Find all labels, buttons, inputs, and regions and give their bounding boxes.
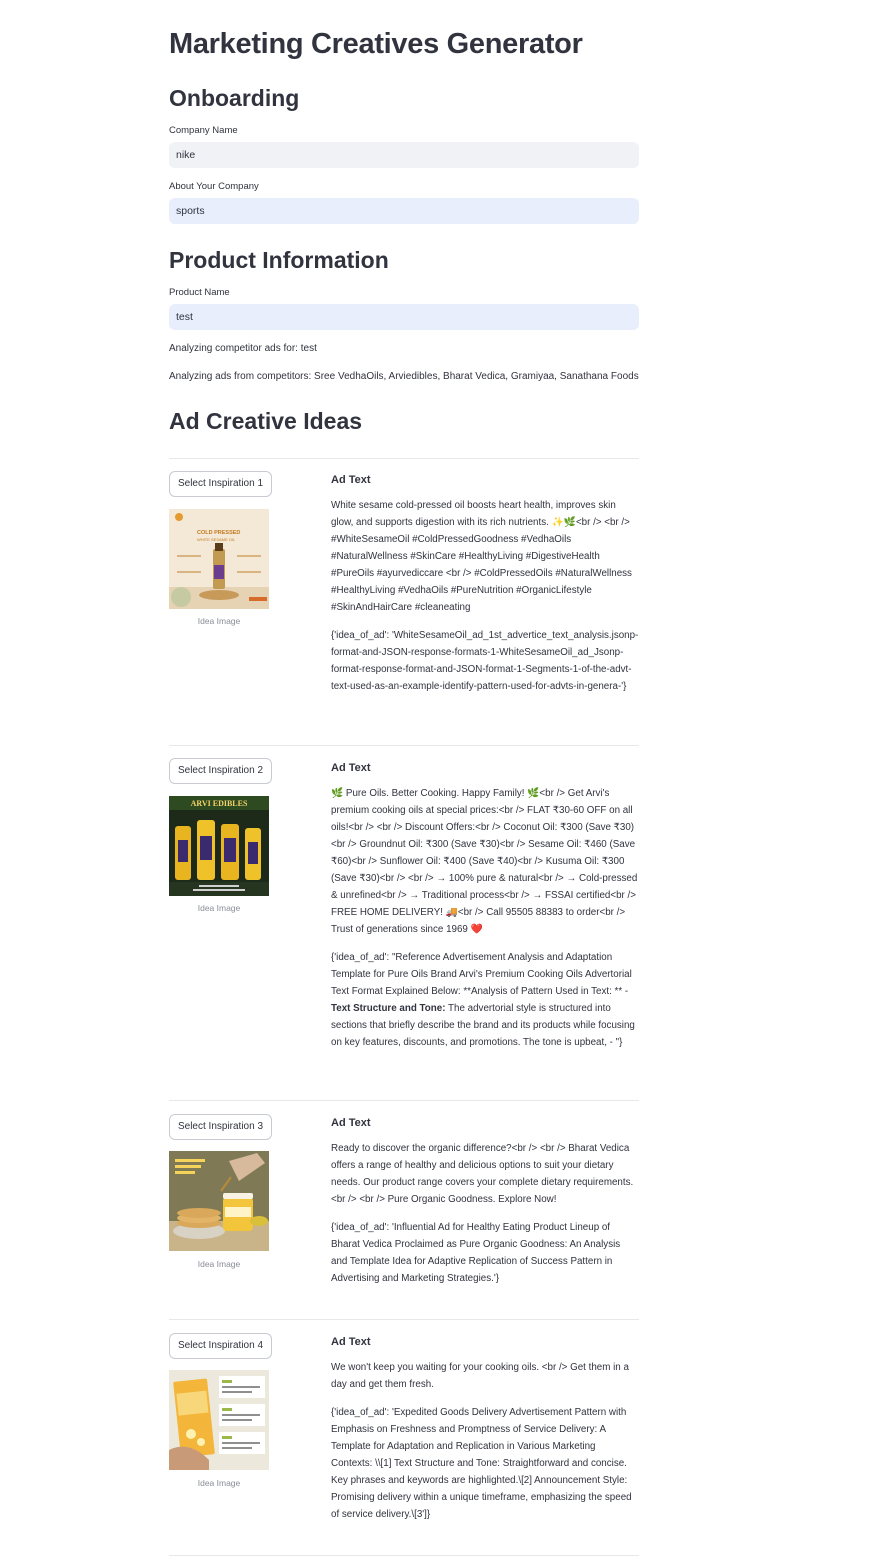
idea-image-4 [169, 1370, 269, 1470]
ad-text-1-body: White sesame cold-pressed oil boosts heart health, improves skin glow, and supports digestion with its rich nutrients. ✨🌿<br /> <br /> #WhiteSesameOil #ColdPressedGoodness #VedhaOils #NaturalWellness #SkinCare #HealthyLiving #DigestiveHealth #PureOils #ayurvediccare <br /> #ColdPressedOils #NaturalWellness #HealthyLiving #VedhaOils #PureNutrition #OrganicLifestyle #SkinAndHairCare #cleaneating [331, 500, 632, 613]
ad-text-3-body: Ready to discover the organic difference?<br /> <br /> Bharat Vedica offers a range of healthy and delicious options to suit your dietary needs. Our product range covers your complete dietary requirements.<br /> <br /> Pure Organic Goodness. Explore Now! [331, 1143, 634, 1205]
idea-image-3 [169, 1151, 269, 1251]
divider [169, 1319, 639, 1320]
analyzing-for-text: Analyzing competitor ads for: test [169, 343, 317, 354]
product-name-input[interactable]: test [169, 304, 639, 330]
onboarding-heading: Onboarding [169, 85, 300, 111]
ad-text-2-title: Ad Text [331, 762, 371, 774]
idea-image-1 [169, 509, 269, 609]
divider [169, 1555, 639, 1556]
select-inspiration-2-button[interactable]: Select Inspiration 2 [169, 758, 272, 784]
divider [169, 745, 639, 746]
thumb-1-title: COLD PRESSED [197, 530, 241, 536]
ad-idea-2-prefix: {'idea_of_ad': "Reference Advertisement Analysis and Adaptation Template for Pure Oils Brand Arvi's Premium Cooking Oils Advertorial Text Format Explained Below: **Analysis of Pattern Used in Text: ** - [331, 952, 632, 997]
idea-image-2-caption: Idea Image [197, 903, 241, 913]
idea-image-2 [169, 796, 269, 896]
ad-idea-2-bold: Text Structure and Tone: [331, 1003, 446, 1014]
ad-text-1-title: Ad Text [331, 474, 371, 486]
thumb-2-title: ARVI EDIBLES [190, 799, 248, 808]
company-name-label: Company Name [169, 125, 238, 136]
about-company-label: About Your Company [169, 181, 259, 192]
idea-image-4-caption: Idea Image [197, 1478, 241, 1488]
ad-text-2-body: 🌿 Pure Oils. Better Cooking. Happy Family! 🌿<br /> Get Arvi's premium cooking oils at special prices:<br /> FLAT ₹30-60 OFF on all oils!<br /> <br /> Discount Offers:<br /> Coconut Oil: ₹300 (Save ₹30)<br /> Groundnut Oil: ₹300 (Save ₹30)<br /> Sesame Oil: ₹460 (Save ₹60)<br /> Sunflower Oil: ₹400 (Save ₹40)<br /> Kusuma Oil: ₹300 (Save ₹30)<br /> <br /> → 100% pure & natural<br /> → Cold-pressed & unrefined<br /> → Traditional process<br /> → FSSAI certified<br /> FREE HOME DELIVERY! 🚚<br /> Call 95505 88383 to order<br /> Trust of generations since 1969 ❤️ [331, 788, 638, 935]
about-company-input[interactable]: sports [169, 198, 639, 224]
ad-idea-1: {'idea_of_ad': 'WhiteSesameOil_ad_1st_advertice_text_analysis.jsonp-format-and-JSON-response-formats-1-WhiteSesameOil_ad_Jsonp-format-response-format-and-JSON-format-1-Segments-1-of-the-advt-text-used-as-an-example-identify-pattern-used-for-advts-in-genera-'} [331, 630, 639, 692]
page-title: Marketing Creatives Generator [169, 28, 583, 60]
thumb-1-subtitle: WHITE SESAME OIL [197, 537, 236, 542]
select-inspiration-1-button[interactable]: Select Inspiration 1 [169, 471, 272, 497]
ad-idea-2 [331, 949, 639, 1051]
ad-idea-3: {'idea_of_ad': 'Influential Ad for Healthy Eating Product Lineup of Bharat Vedica Proclaimed as Pure Organic Goodness: An Analysis and Template Idea for Adaptive Replication of Success Pattern in Advertising and Marketing Strategies.'} [331, 1222, 621, 1284]
product-info-heading: Product Information [169, 247, 389, 273]
idea-image-3-caption: Idea Image [197, 1259, 241, 1269]
analyzing-competitors-text: Analyzing ads from competitors: Sree VedhaOils, Arviedibles, Bharat Vedica, Gramiyaa, Sanathana Foods [169, 371, 639, 382]
ad-idea-4: {'idea_of_ad': 'Expedited Goods Delivery Advertisement Pattern with Emphasis on Freshness and Promptness of Service Delivery: A Template for Adaptation and Replication in Various Marketing Contexts: \\[1] Text Structure and Tone: Straightforward and concise. Key phrases and keywords are highlighted.\[2] Announcement Style: Promising delivery within a unique timeframe, emphasizing the speed of service delivery.\[3']} [331, 1407, 632, 1520]
divider [169, 458, 639, 459]
ad-idea-2-suffix: The advertorial style is structured into sections that briefly describe the brand and its products while focusing on key features, discounts, and promotions. The tone is upbeat, - "} [331, 1003, 635, 1048]
ad-text-4-title: Ad Text [331, 1336, 371, 1348]
ad-text-4-body: We won't keep you waiting for your cooking oils. <br /> Get them in a day and get them fresh. [331, 1362, 629, 1390]
ad-text-3-title: Ad Text [331, 1117, 371, 1129]
ad-ideas-heading: Ad Creative Ideas [169, 408, 363, 434]
select-inspiration-3-button[interactable]: Select Inspiration 3 [169, 1114, 272, 1140]
select-inspiration-4-button[interactable]: Select Inspiration 4 [169, 1333, 272, 1359]
divider [169, 1100, 639, 1101]
company-name-input[interactable]: nike [169, 142, 639, 168]
idea-image-1-caption: Idea Image [197, 616, 241, 626]
product-name-label: Product Name [169, 287, 230, 298]
